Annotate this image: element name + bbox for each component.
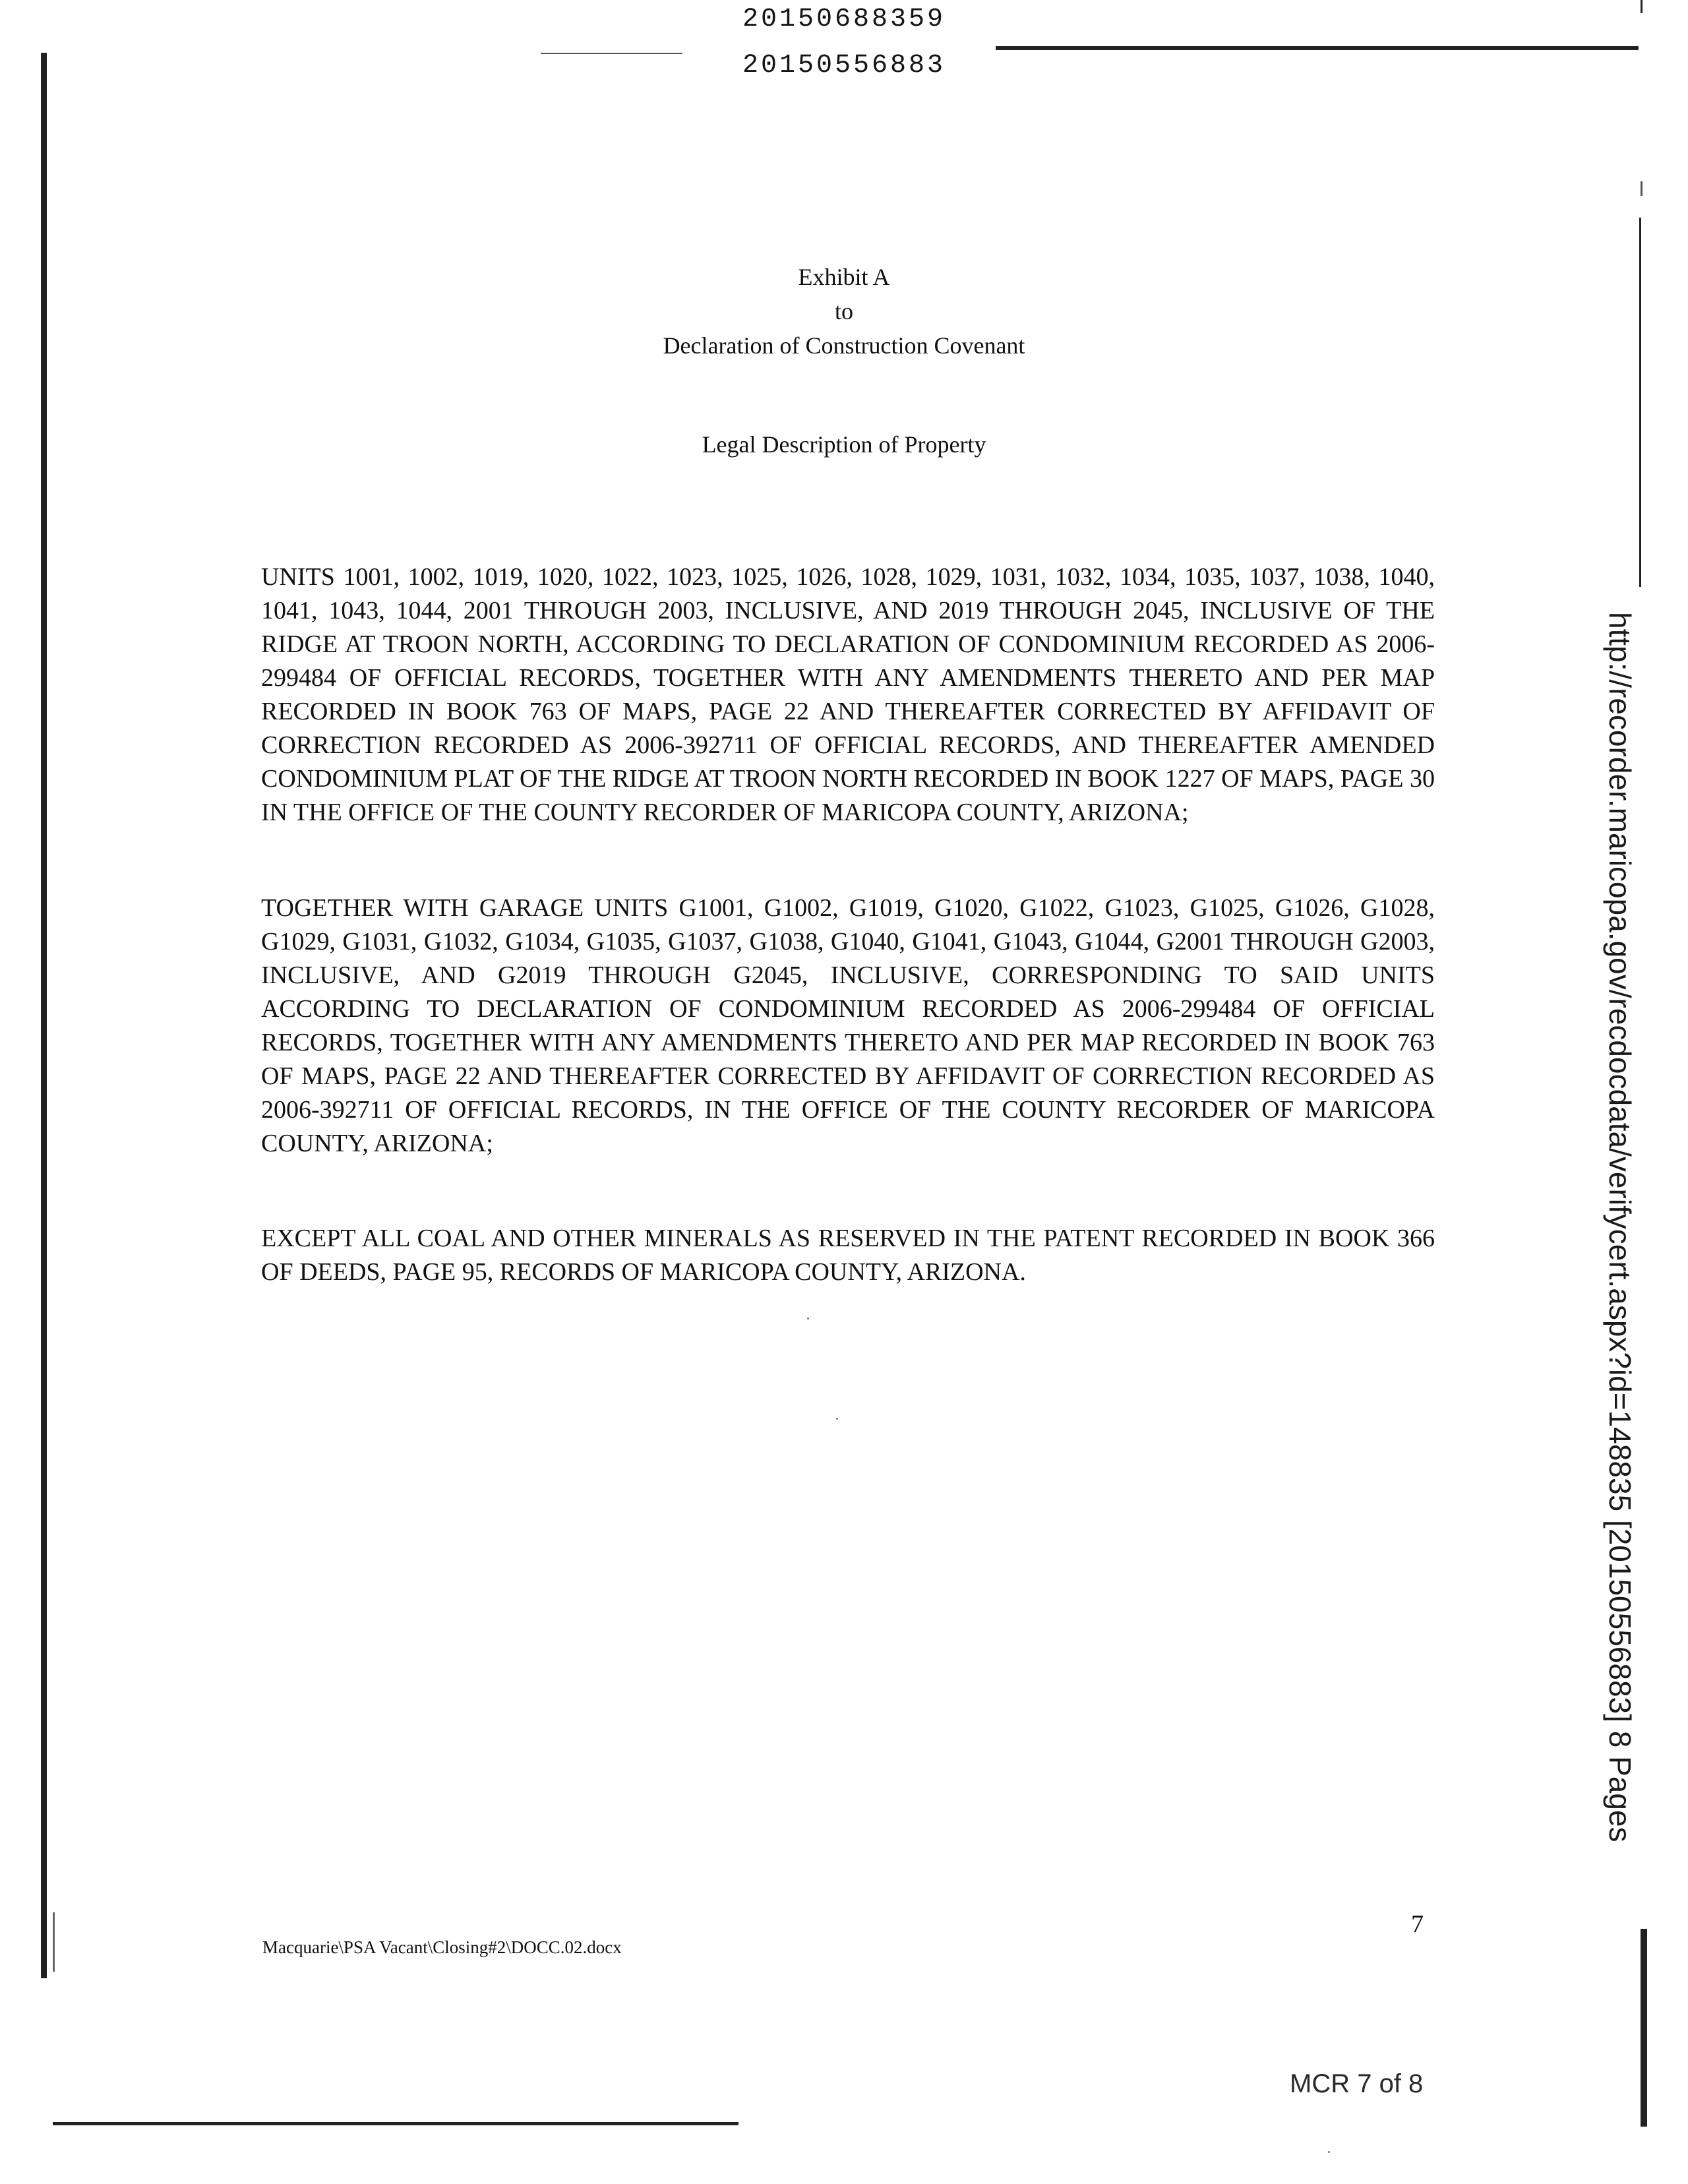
recording-number-second: 20150556883 bbox=[742, 51, 946, 80]
page-number: 7 bbox=[1411, 1910, 1424, 1938]
verification-url-stamp: http://recorder.maricopa.gov/recdocdata/verifycert.aspx?id=148835 [20150556883] 8 Pages bbox=[1603, 612, 1637, 1842]
exhibit-to: to bbox=[834, 298, 853, 324]
scan-speck bbox=[807, 1318, 809, 1320]
recording-number-top: 20150688359 bbox=[742, 5, 946, 34]
exhibit-title: Exhibit A bbox=[798, 264, 890, 290]
scan-line-bottom bbox=[53, 2122, 738, 2125]
scan-speck bbox=[836, 1418, 838, 1420]
mcr-page-label: MCR 7 of 8 bbox=[1290, 2069, 1424, 2098]
units-paragraph: UNITS 1001, 1002, 1019, 1020, 1022, 1023, 1025, 1026, 1028, 1029, 1031, 1032, 1034, 1035, 1037, 1038, 1040, 1041, 1043, 1044, 2001 THROUGH 2003, INCLUSIVE, AND 2019 THROUGH 2045, INCLUSIVE OF THE RIDGE AT TROON NORTH, ACCORDING TO DECLARATION OF CONDOMINIUM RECORDED AS 2006-299484 OF OFFICIAL RECORDS, TOGETHER WITH ANY AMENDMENTS THERETO AND PER MAP RECORDED IN BOOK 763 OF MAPS, PAGE 22 AND THEREAFTER CORRECTED BY AFFIDAVIT OF CORRECTION RECORDED AS 2006-392711 OF OFFICIAL RECORDS, AND THEREAFTER AMENDED CONDOMINIUM PLAT OF THE RIDGE AT TROON NORTH RECORDED IN BOOK 1227 OF MAPS, PAGE 30 IN THE OFFICE OF THE COUNTY RECORDER OF MARICOPA COUNTY, ARIZONA; bbox=[261, 563, 1435, 826]
scan-tick-right bbox=[1641, 181, 1643, 196]
exhibit-declaration: Declaration of Construction Covenant bbox=[663, 332, 1025, 359]
footer-file-path: Macquarie\PSA Vacant\Closing#2\DOCC.02.docx bbox=[262, 1937, 622, 1957]
scan-line-top-left bbox=[541, 53, 682, 54]
scan-speck bbox=[1328, 2151, 1330, 2153]
garage-units-paragraph: TOGETHER WITH GARAGE UNITS G1001, G1002, G1019, G1020, G1022, G1023, G1025, G1026, G1028, G1029, G1031, G1032, G1034, G1035, G1037, G1038, G1040, G1041, G1043, G1044, G2001 THROUGH G2003, INCLUSIVE, AND G2019 THROUGH G2045, INCLUSIVE, CORRESPONDING TO SAID UNITS ACCORDING TO DECLARATION OF CONDOMINIUM RECORDED AS 2006-299484 OF OFFICIAL RECORDS, TOGETHER WITH ANY AMENDMENTS THERETO AND PER MAP RECORDED IN BOOK 763 OF MAPS, PAGE 22 AND THEREAFTER CORRECTED BY AFFIDAVIT OF CORRECTION RECORDED AS 2006-392711 OF OFFICIAL RECORDS, IN THE OFFICE OF THE COUNTY RECORDER OF MARICOPA COUNTY, ARIZONA; bbox=[261, 894, 1435, 1157]
mineral-exception-paragraph: EXCEPT ALL COAL AND OTHER MINERALS AS RESERVED IN THE PATENT RECORDED IN BOOK 366 OF DEEDS, PAGE 95, RECORDS OF MARICOPA COUNTY, ARIZONA. bbox=[261, 1225, 1435, 1286]
scan-edge-right-top bbox=[1641, 0, 1643, 13]
scan-edge-right-bottom bbox=[1641, 1929, 1647, 2127]
scan-line-top-right bbox=[996, 46, 1639, 50]
scan-edge-left-lower bbox=[53, 1912, 55, 1972]
legal-description-heading: Legal Description of Property bbox=[702, 431, 986, 458]
exhibit-heading bbox=[0, 260, 1688, 363]
